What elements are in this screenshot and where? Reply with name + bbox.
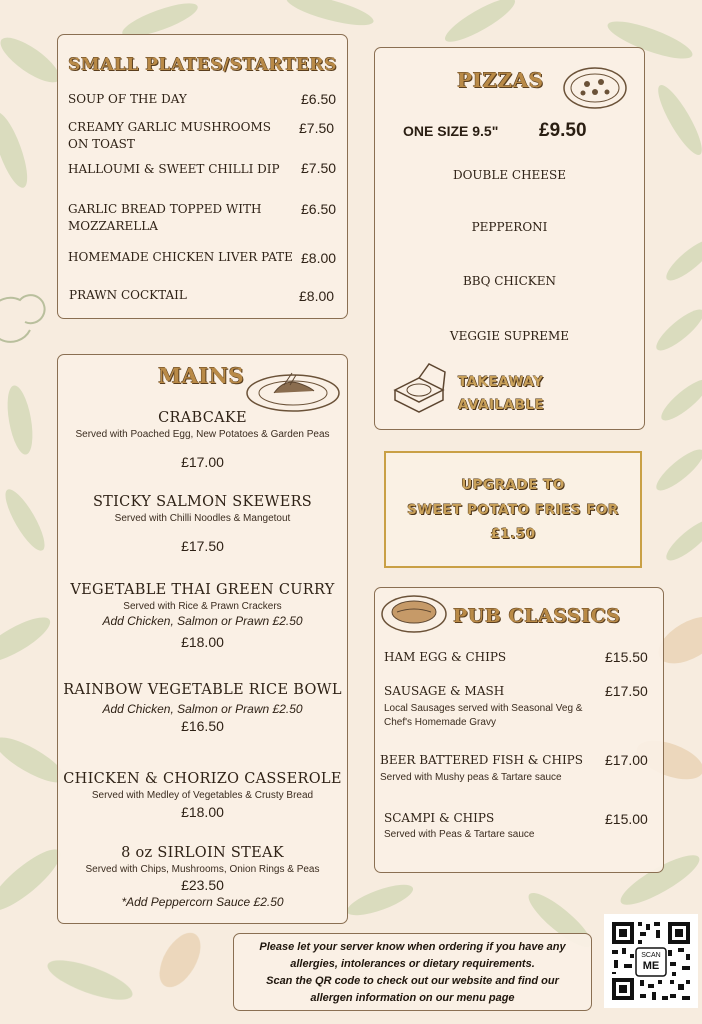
- classic-item-0-price: £15.50: [605, 649, 648, 665]
- notice-line1: Please let your server know when ordering if you have any: [259, 941, 566, 953]
- classics-panel: [374, 587, 664, 873]
- starter-item-4-name: HOMEMADE CHICKEN LIVER PATE: [68, 250, 293, 264]
- notice-line4: allergen information on our menu page: [310, 992, 515, 1004]
- pizza-item-3: VEGGIE SUPREME: [449, 329, 570, 343]
- classic-item-2-name: BEER BATTERED FISH & CHIPS: [380, 753, 583, 767]
- main-dish-5: [58, 845, 347, 909]
- main-dish-3-price: £16.50: [181, 718, 224, 734]
- notice-line3: Scan the QR code to check out our website and find our: [266, 975, 559, 987]
- pizza-item-1: PEPPERONI: [471, 220, 548, 234]
- mains-panel: [57, 354, 348, 924]
- starter-item-2-price: £7.50: [301, 160, 337, 176]
- starter-item-1-name: CREAMY GARLIC MUSHROOMS ON TOAST: [68, 120, 271, 151]
- starters-title: SMALL PLATES/STARTERS: [68, 55, 337, 75]
- main-dish-2-name: VEGETABLE THAI GREEN CURRY: [70, 582, 335, 598]
- main-dish-4-price: £18.00: [181, 804, 224, 820]
- main-dish-0-price: £17.00: [181, 454, 224, 470]
- classic-item-1-price: £17.50: [605, 683, 648, 699]
- allergen-notice: [233, 933, 592, 1011]
- main-dish-5-price: £23.50: [181, 877, 224, 893]
- classic-item-1-name: SAUSAGE & MASH: [384, 684, 505, 698]
- main-dish-1: [58, 494, 347, 554]
- main-dish-4-desc: Served with Medley of Vegetables & Crusty Bread: [91, 790, 314, 801]
- main-dish-2-extra: Add Chicken, Salmon or Prawn £2.50: [102, 614, 303, 628]
- starter-item-0-price: £6.50: [301, 91, 337, 107]
- mains-title: MAINS: [158, 363, 245, 388]
- pizza-price: £9.50: [539, 120, 587, 141]
- qr-code[interactable]: [604, 914, 698, 1008]
- upgrade-line3: £1.50: [490, 526, 536, 542]
- classic-item-3-name: SCAMPI & CHIPS: [384, 811, 495, 825]
- main-dish-2: [58, 582, 347, 650]
- starter-item-5-price: £8.00: [299, 288, 335, 304]
- classics-title: PUB CLASSICS: [453, 605, 621, 627]
- classic-item-2-desc: Served with Mushy peas & Tartare sauce: [380, 772, 562, 783]
- main-dish-4-name: CHICKEN & CHORIZO CASSEROLE: [63, 771, 342, 787]
- main-dish-3-extra: Add Chicken, Salmon or Prawn £2.50: [102, 702, 303, 716]
- main-dish-5-name: 8 oz SIRLOIN STEAK: [121, 845, 284, 861]
- pizza-icon: [561, 62, 629, 112]
- takeaway-line2: AVAILABLE: [458, 397, 545, 413]
- main-dish-1-price: £17.50: [181, 538, 224, 554]
- main-dish-2-desc: Served with Rice & Prawn Crackers: [123, 601, 282, 612]
- starter-item-3-name: GARLIC BREAD TOPPED WITH MOZZARELLA: [68, 202, 262, 233]
- main-dish-5-note: *Add Peppercorn Sauce £2.50: [121, 895, 284, 909]
- starter-item-3-price: £6.50: [301, 201, 337, 217]
- upgrade-line1: UPGRADE TO: [461, 477, 565, 493]
- pizzas-title: PIZZAS: [457, 68, 544, 92]
- main-dish-3-name: RAINBOW VEGETABLE RICE BOWL: [63, 682, 342, 698]
- starter-item-2-name: HALLOUMI & SWEET CHILLI DIP: [68, 162, 280, 176]
- upgrade-line2: SWEET POTATO FRIES FOR: [407, 502, 619, 518]
- starters-panel: [57, 34, 348, 319]
- main-dish-1-desc: Served with Chilli Noodles & Mangetout: [114, 513, 291, 524]
- pizzas-panel: [374, 47, 645, 430]
- main-dish-1-name: STICKY SALMON SKEWERS: [92, 494, 313, 510]
- main-dish-0-desc: Served with Poached Egg, New Potatoes & Garden Peas: [75, 429, 330, 440]
- main-dish-4: [58, 771, 347, 820]
- starter-item-5-name: PRAWN COCKTAIL: [69, 288, 187, 302]
- classic-item-1-desc: Local Sausages served with Seasonal Veg & Chef's Homemade Gravy: [384, 703, 583, 728]
- pizza-size-label: ONE SIZE 9.5": [403, 123, 499, 139]
- main-dish-5-desc: Served with Chips, Mushrooms, Onion Rings & Peas: [85, 864, 320, 875]
- pizza-item-0: DOUBLE CHEESE: [452, 168, 567, 182]
- main-dish-3: [58, 682, 347, 734]
- qr-label-bottom: ME: [642, 960, 660, 972]
- main-dish-2-price: £18.00: [181, 634, 224, 650]
- upgrade-banner: [384, 451, 642, 568]
- takeaway-line1: TAKEAWAY: [458, 374, 544, 390]
- starter-item-0-name: SOUP OF THE DAY: [68, 92, 187, 106]
- classic-item-3-price: £15.00: [605, 811, 648, 827]
- classic-item-0-name: HAM EGG & CHIPS: [384, 650, 507, 664]
- qr-label-top: SCAN: [641, 952, 661, 959]
- classic-item-3-desc: Served with Peas & Tartare sauce: [384, 829, 535, 840]
- takeaway-box-icon: [389, 360, 449, 420]
- main-dish-0-name: CRABCAKE: [158, 410, 247, 426]
- notice-line2: allergies, intolerances or dietary requirements.: [290, 958, 535, 970]
- pie-dish-icon: [379, 592, 449, 636]
- starter-item-4-price: £8.00: [301, 250, 337, 266]
- plated-dish-icon: [244, 367, 342, 415]
- main-dish-0: [58, 410, 347, 470]
- classic-item-2-price: £17.00: [605, 752, 648, 768]
- pizza-item-2: BBQ CHICKEN: [462, 274, 557, 288]
- starter-item-1-price: £7.50: [299, 120, 335, 136]
